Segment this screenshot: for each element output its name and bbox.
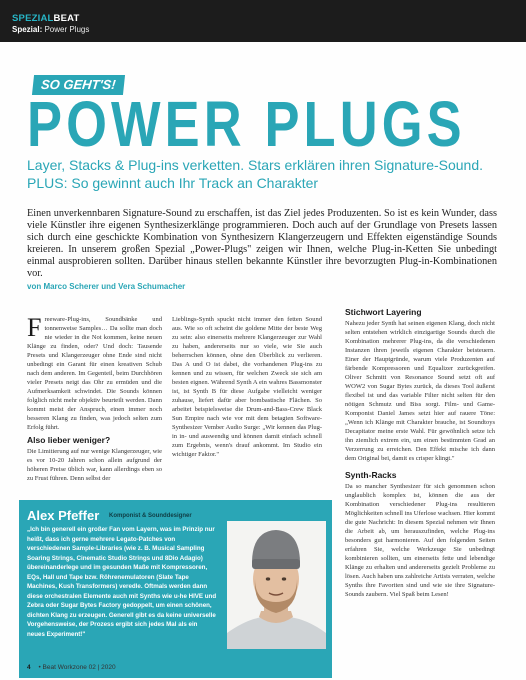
col1-paragraph-2: Die Limitierung auf nur wenige Klangerzeuger, wie es vor 10-20 Jahren schon allein aufgrund der höheren Preise üblich war, kann allerdings eben so zu Frust führen. Denn selbst der [27, 448, 162, 482]
section-header-bar [0, 0, 526, 42]
intro-text: Einen unverkennbaren Signature-Sound zu erschaffen, ist das Ziel jedes Produzenten. So ist es kein Wunder, dass viele Künstler ihre eigenen Synthesizerklänge programmieren. Doch auch auf der Grundlage von Presets lassen sich durch eine geschickte Kombination von Synthesizern Klangerzeugern und Effekten eigenständige Sounds kreieren. In unserem großen Spezial „Power-Plugs" zeigen wir Ihnen, welche Plug-in-Ketten Sie unbedingt einmal ausprobieren sollten. Darüber hinaus stellen bekannte Künstler ihre bevorzugten Plug-in-Kombinationen vor. [27, 208, 497, 279]
artist-role: Komponist & Sounddesigner [109, 513, 192, 519]
so-gehts-badge: SO GEHT'S! [32, 75, 125, 95]
col2-paragraph: Lieblings-Synth spuckt nicht immer den fetten Sound aus. Wie so oft scheint die goldene Mitte der beste Weg zu sein: also einerseits mehrere Klangerzeuger zur Wahl zu haben, andererseits nur so viele, wie Sie auch beherrschen können, ohne den Überblick zu verlieren. Das A und O ist dabei, die vorhandenen Plug-ins zu kennen und zu wissen, für welchen Zweck sie sich am besten eignen. Während Synth A ein wahres Bassmonster ist, ist Synth B für diese Aufgabe vielleicht weniger zuhause, liefert dafür aber bombastische Flächen. So arbeitet beispielsweise die Drum-and-Bass-Crew Black Sun Empire nach wie vor mit dem betagten Software-Synthesizer Vember Audio Surge: „Wir kennen das Plug-in in- und auswendig und können damit einfach schnell zum Ergebnis, wenn's drauf ankommt. Im Studio ein wichtiger Faktor." [172, 316, 322, 458]
artist-quote-box [19, 500, 332, 678]
column-2 [172, 315, 322, 459]
page-footer: 4 • Beat Workzone 02 | 2020 [27, 664, 116, 671]
intro-paragraph [27, 208, 497, 293]
heading-stichwort-layering: Stichwort Layering [345, 307, 422, 317]
artist-quote-text: „Ich bin generell ein großer Fan vom Layern, was im Prinzip nur heißt, dass ich gerne mehrere Legato-Patches von verschiedenen Sample-Libraries (wie z. B. Musical Sampling Soaring Strings, Cinematic Studio Strings und 8Dio Adagio) übereinanderlege und im gesunden Maße mit Kompressoren, EQs, Hall und Tape bzw. Röhrenemulatoren (Slate Tape Machines, Kush Transformers) veredle. Oftmals werden dann diese orchestralen Elemente auch mit Synths wie u-he HIVE und Zebra oder Sugar Bytes Factory gedoppelt, um einen schönen, dichten Klang zu erzeugen. Generell gibt es da keine universelle Vorgehensweise, der Prozess ergibt sich jedes Mal als ein neues Experiment!" [27, 526, 217, 638]
headline: POWER PLUGS [27, 88, 466, 160]
col1-paragraph-1: reeware-Plug-ins, Soundbänke und tonnenweise Samples… Da sollte man doch nie wieder in die Not kommen, keine neuen Klänge zu finden, oder? Und doch: Tausende Presets und Klangerzeuger ohne Ende sind nicht unbedingt ein Garant für einen kreativen Schub nach dem anderen. Im Gegenteil, beim Durchhören vieler Presets neigt das Ohr zu ermüden und die Aufmerksamkeit schwindet. Die Sounds können folglich nicht mehr objektiv beurteilt werden. Dann kommt meist der Anspruch, einen immer noch besseren Klang zu finden, was jedoch selten zum Erfolg führt. [27, 316, 162, 431]
section-subtitle-value: Power Plugs [44, 25, 90, 34]
dropcap: F [27, 313, 42, 342]
artist-name: Alex Pfeffer [27, 508, 100, 523]
heading-synth-racks: Synth-Racks [345, 470, 397, 480]
heading-also-lieber-weniger: Also lieber weniger? [27, 435, 111, 445]
section-label-a: SPEZIAL [12, 13, 54, 24]
column-3 [345, 308, 495, 599]
portrait-illustration [227, 521, 326, 649]
subheadline: Layer, Stacks & Plug-ins verketten. Stars erklären ihren Signature-Sound. PLUS: So gewinnt auch Ihr Track an Charakter [27, 157, 484, 191]
section-subtitle-label: Spezial: [12, 25, 43, 34]
byline: von Marco Scherer und Vera Schumacher [27, 282, 186, 291]
artist-portrait [227, 521, 326, 649]
col3-paragraph-1: Nahezu jeder Synth hat seinen eigenen Klang, doch nicht selten entstehen wirklich einzigartige Sounds durch die Kombination mehrerer Plug-ins, da die verschiedenen Instanzen ihren jeweils eigenen Charakter beisteuern. Einer der Hauptgründe, warum viele Produzenten auf färbende Kompressoren und Equalizer zurückgreifen. Oliver Schmitt von Resonance Sound setzt oft auf WOW2 von Sugar Bytes zurück, da dieses Tool äußerst flexibel ist und das variable Filter nicht selten für den nötigen Schmutz und Biss sorgt. Film- und Game-Komponist Daniel James setzt hier auf rauere Töne: „Wenn ich Klänge mit Charakter brauche, ist Soundtoys Decapitator meine erste Wahl. Für gewöhnlich setze ich ihn ziemlich extrem ein, um einen bestimmten Grad an Verzerrung zu erreichen. Den Effekt mische ich dann dem Original bei, damit es crisper klingt." [345, 320, 495, 462]
magazine-issue: Beat Workzone 02 | 2020 [42, 664, 116, 671]
section-label-b: BEAT [53, 13, 80, 24]
page-number: 4 [27, 664, 31, 671]
col3-paragraph-2: Da so mancher Synthesizer für sich genommen schon unglaublich komplex ist, können die aus der Kombination verschiedener Plug-ins resultieren Möglichkeiten schnell ins Uferlose wachsen. Hier kommt die gute Nachricht: In diesem Spezial nehmen wir Ihnen die Arbeit ab, um herauszufinden, welche Plug-ins besonders gut harmonieren. Auf den folgenden Seiten erfahren Sie, welche Werkzeuge Sie unbedingt kombinieren sollten, um einerseits fette und lebendige Klänge zu erhalten und andererseits gezielt Probleme zu lösen. Auch haben uns zahlreiche Artists verraten, welche Synths ihre Favoriten sind und wie sie ihre Signature-Sounds zaubern. Viel Spaß beim Lesen! [345, 483, 496, 598]
column-1 [27, 315, 162, 483]
section-tag [12, 13, 79, 24]
section-subtitle [12, 25, 89, 34]
